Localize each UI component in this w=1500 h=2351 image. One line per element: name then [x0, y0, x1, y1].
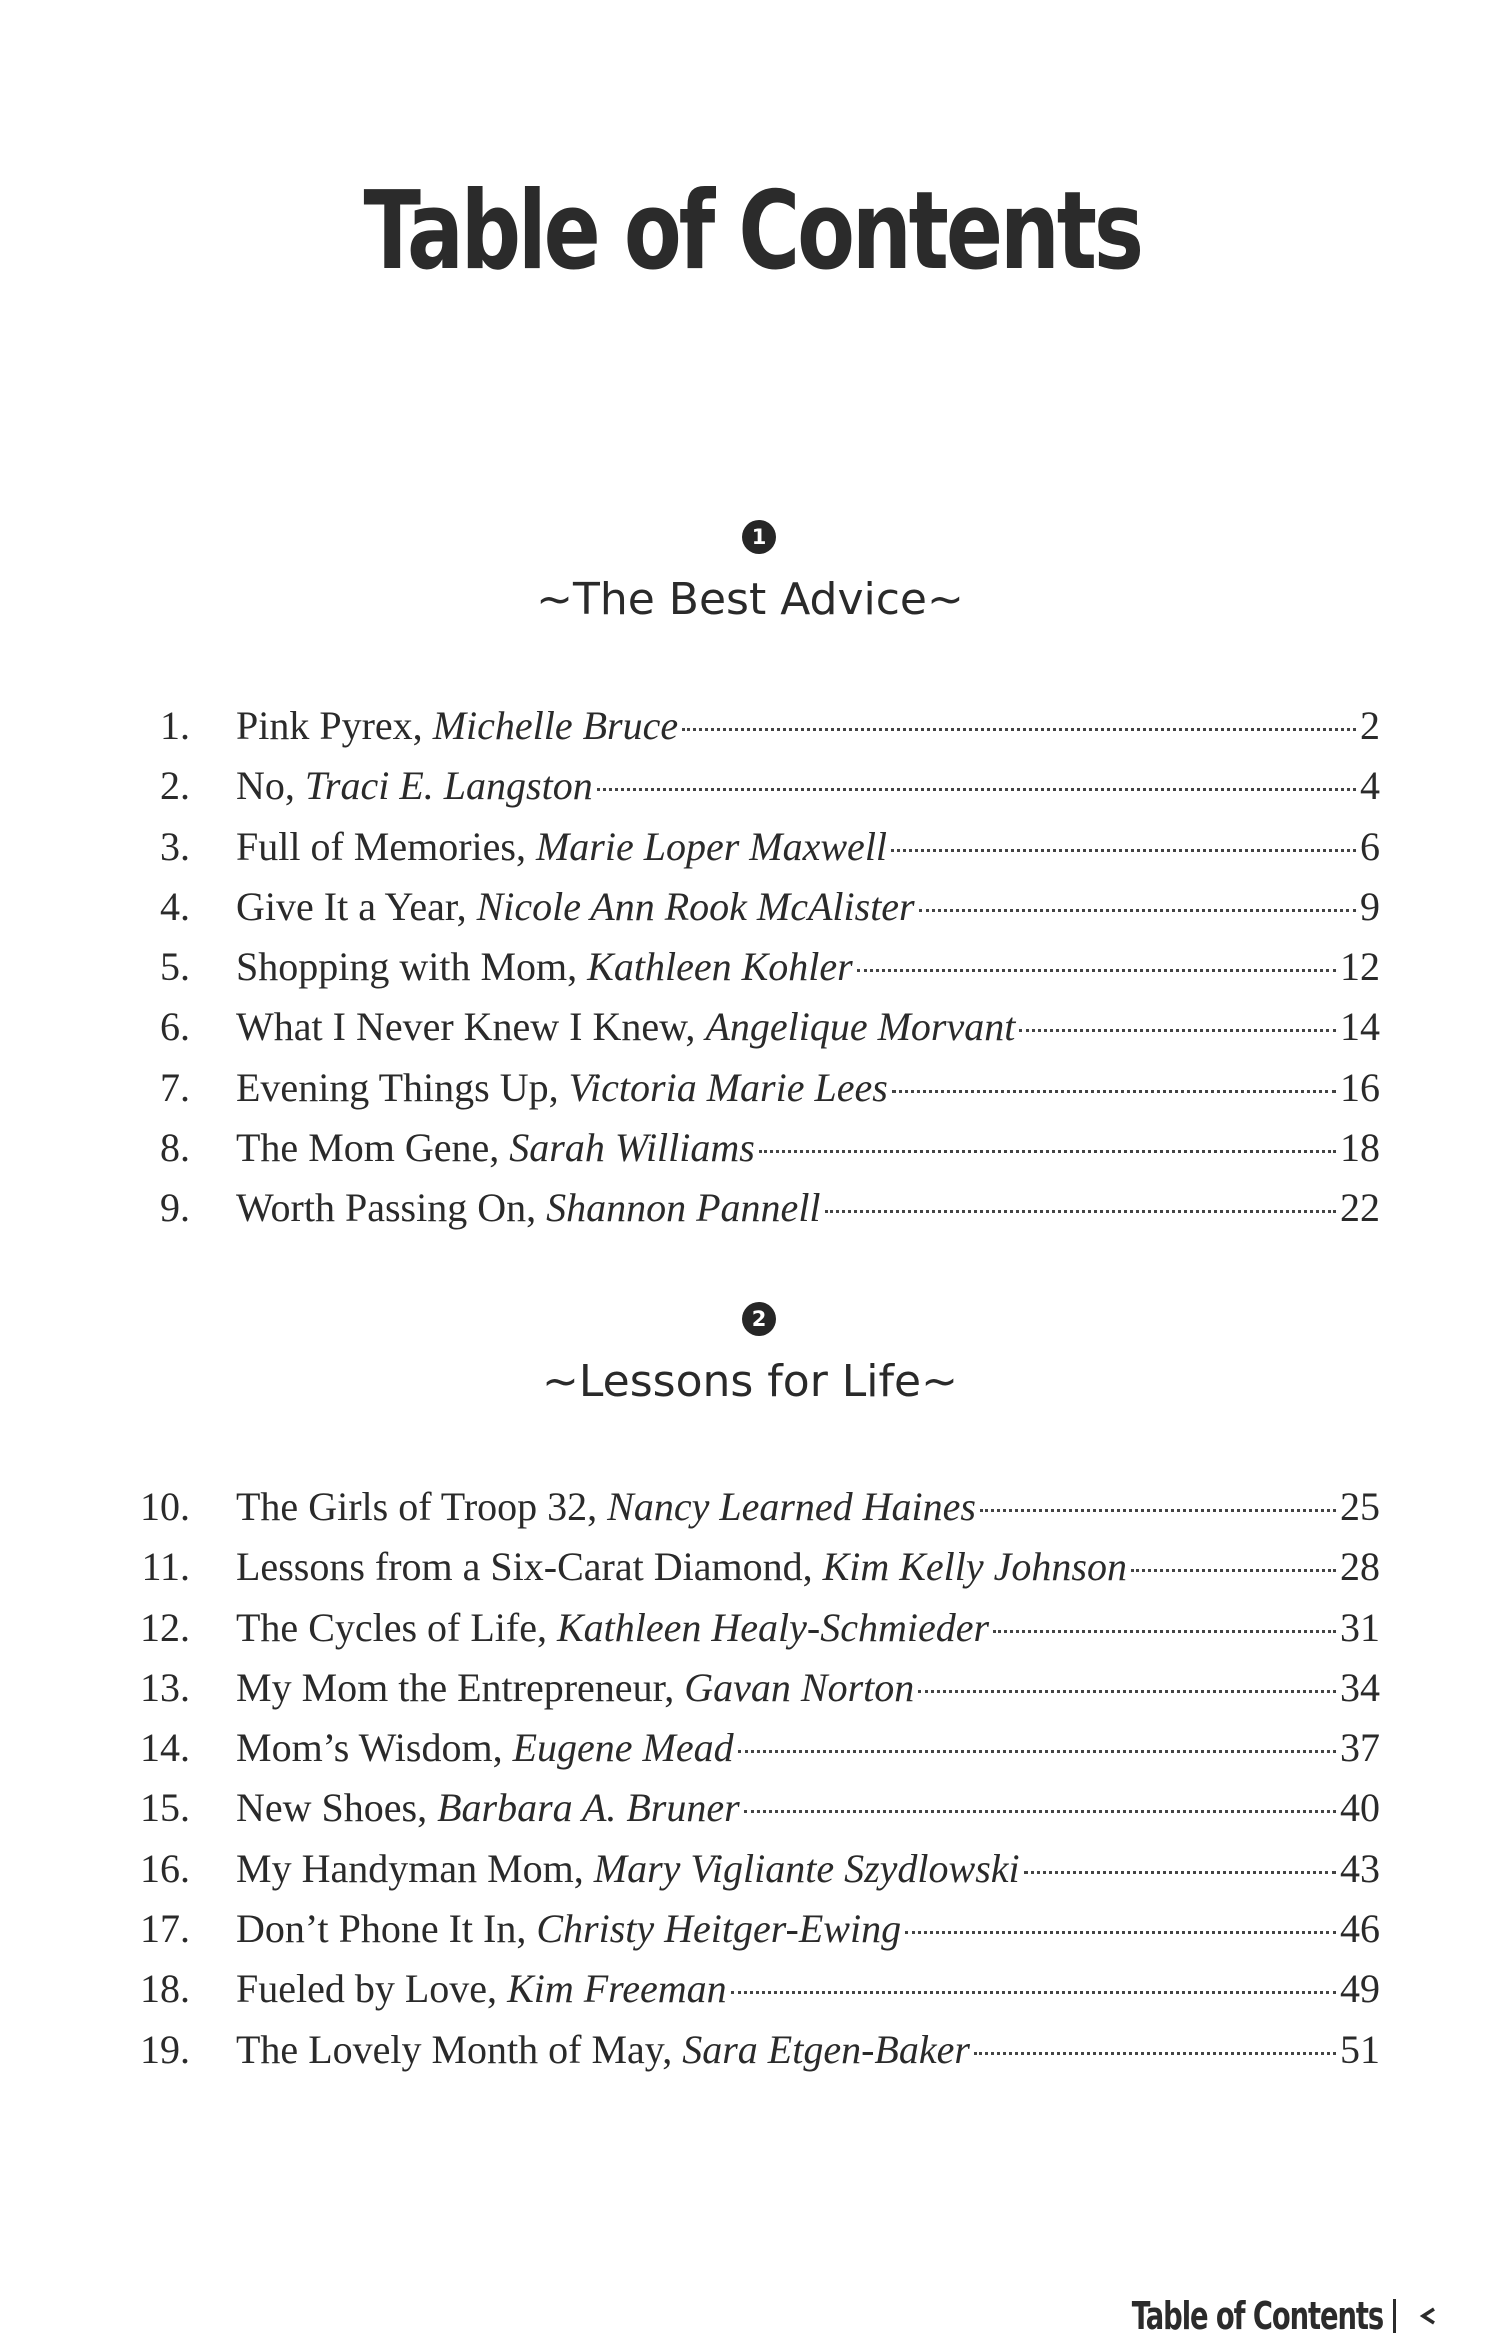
entry-number: 2. [160, 763, 190, 809]
dot-leader [919, 909, 1356, 912]
entry-number: 7. [160, 1064, 190, 1110]
page-number: 34 [1340, 1664, 1380, 1710]
story-author: Sarah Williams [509, 1125, 755, 1171]
toc-entry[interactable] [0, 1899, 1500, 1959]
story-author: Marie Loper Maxwell [535, 823, 888, 869]
dot-leader [1024, 1871, 1336, 1874]
story-title: Give It a Year, [236, 883, 467, 929]
story-title: Evening Things Up, [236, 1064, 559, 1110]
page-number: 6 [1360, 823, 1380, 869]
toc-entry[interactable] [0, 1537, 1500, 1597]
page-number: 9 [1360, 883, 1380, 929]
toc-entry[interactable] [0, 1178, 1500, 1238]
entry-number: 11. [141, 1544, 190, 1590]
section-title: ~The Best Advice~ [536, 574, 964, 625]
story-title: No, [236, 763, 295, 809]
dot-leader [857, 969, 1336, 972]
story-author: Angelique Morvant [705, 1004, 1016, 1050]
page-number: 28 [1340, 1544, 1380, 1590]
story-author: Victoria Marie Lees [568, 1064, 888, 1110]
entry-number: 13. [140, 1664, 190, 1710]
toc-entry[interactable] [0, 1658, 1500, 1718]
page-number: 18 [1340, 1125, 1380, 1171]
page-number: 4 [1360, 763, 1380, 809]
page-number: 12 [1340, 944, 1380, 990]
page-number: 37 [1340, 1725, 1380, 1771]
story-author: Mary Vigliante Szydlowski [593, 1845, 1020, 1891]
story-title: What I Never Knew I Knew, [236, 1004, 696, 1050]
dot-leader [1131, 1569, 1336, 1572]
page-number: 22 [1340, 1185, 1380, 1231]
entry-number: 16. [140, 1845, 190, 1891]
dot-leader [974, 2052, 1336, 2055]
story-title: Pink Pyrex, [236, 703, 423, 748]
entry-number: 15. [140, 1785, 190, 1831]
entry-number: 12. [140, 1604, 190, 1650]
section-number-badge: 2 [742, 1302, 776, 1336]
page-number: 25 [1340, 1484, 1380, 1529]
page-number: 14 [1340, 1004, 1380, 1050]
story-author: Barbara A. Bruner [437, 1785, 740, 1831]
story-author: Kathleen Healy-Schmieder [557, 1604, 990, 1650]
story-author: Kim Freeman [507, 1966, 727, 2012]
page-number: 43 [1340, 1845, 1380, 1891]
dot-leader [993, 1630, 1336, 1633]
dot-leader [825, 1210, 1336, 1213]
toc-entry[interactable] [0, 817, 1500, 877]
entry-number: 18. [140, 1966, 190, 2012]
footer-divider [1393, 2299, 1396, 2333]
toc-list [0, 1477, 1500, 2080]
story-author: Kim Kelly Johnson [822, 1544, 1127, 1590]
toc-entry[interactable] [0, 997, 1500, 1057]
entry-number: 4. [160, 883, 190, 929]
story-title: Fueled by Love, [236, 1966, 498, 2012]
page-number: 16 [1340, 1064, 1380, 1110]
story-title: The Lovely Month of May, [236, 2026, 673, 2072]
dot-leader [918, 1690, 1336, 1693]
page-number: 46 [1340, 1906, 1380, 1952]
entry-number: 8. [160, 1125, 190, 1171]
dot-leader [1019, 1029, 1336, 1032]
toc-entry[interactable] [0, 1959, 1500, 2019]
toc-entry[interactable] [0, 937, 1500, 997]
dot-leader [891, 849, 1356, 852]
story-author: Shannon Pannell [546, 1185, 821, 1231]
dot-leader [738, 1750, 1336, 1753]
story-title: Lessons from a Six-Carat Diamond, [236, 1544, 813, 1590]
story-author: Gavan Norton [684, 1664, 915, 1710]
toc-entry[interactable] [0, 1778, 1500, 1838]
entry-number: 14. [140, 1725, 190, 1771]
story-author: Michelle Bruce [432, 703, 679, 748]
page-number: 51 [1340, 2026, 1380, 2072]
section-title: ~Lessons for Life~ [542, 1356, 958, 1407]
toc-entry[interactable] [0, 2020, 1500, 2080]
toc-entry[interactable] [0, 1839, 1500, 1899]
section-number-badge: 1 [742, 520, 776, 554]
story-author: Nancy Learned Haines [607, 1484, 976, 1529]
toc-entry[interactable] [0, 1477, 1500, 1537]
dot-leader [597, 788, 1356, 791]
dot-leader [759, 1150, 1336, 1153]
footer-label: Table of Contents [1131, 2294, 1383, 2338]
page-number: 2 [1360, 703, 1380, 748]
story-title: The Girls of Troop 32, [236, 1484, 598, 1529]
story-author: Traci E. Langston [304, 763, 593, 809]
dot-leader [682, 728, 1356, 731]
story-author: Sara Etgen-Baker [682, 2026, 970, 2072]
page-number: 49 [1340, 1966, 1380, 2012]
entry-number: 10. [140, 1484, 190, 1529]
story-author: Christy Heitger-Ewing [536, 1906, 902, 1952]
dot-leader [744, 1810, 1336, 1813]
story-title: Don’t Phone It In, [236, 1906, 527, 1952]
toc-entry[interactable] [0, 756, 1500, 816]
toc-entry[interactable] [0, 696, 1500, 756]
story-title: Shopping with Mom, [236, 944, 578, 990]
toc-entry[interactable] [0, 877, 1500, 937]
story-title: New Shoes, [236, 1785, 428, 1831]
story-title: Full of Memories, [236, 823, 526, 869]
toc-entry[interactable] [0, 1598, 1500, 1658]
entry-number: 6. [160, 1004, 190, 1050]
dot-leader [980, 1509, 1336, 1512]
dot-leader [892, 1090, 1336, 1093]
story-author: Kathleen Kohler [587, 944, 853, 990]
page-title: Table of Contents [363, 169, 1141, 294]
story-title: The Mom Gene, [236, 1125, 500, 1171]
story-title: Mom’s Wisdom, [236, 1725, 503, 1771]
story-title: My Handyman Mom, [236, 1845, 584, 1891]
toc-entry[interactable] [0, 1058, 1500, 1118]
toc-list [0, 696, 1500, 1239]
entry-number: 19. [140, 2026, 190, 2072]
story-author: Eugene Mead [512, 1725, 734, 1771]
entry-number: 9. [160, 1185, 190, 1231]
story-author: Nicole Ann Rook McAlister [476, 883, 915, 929]
story-title: Worth Passing On, [236, 1185, 537, 1231]
toc-entry[interactable] [0, 1718, 1500, 1778]
story-title: My Mom the Entrepreneur, [236, 1664, 675, 1710]
entry-number: 3. [160, 823, 190, 869]
story-title: The Cycles of Life, [236, 1604, 547, 1650]
page-footer [1034, 2292, 1438, 2340]
page-number: 40 [1340, 1785, 1380, 1831]
toc-entry[interactable] [0, 1118, 1500, 1178]
entry-number: 17. [140, 1906, 190, 1952]
dot-leader [731, 1991, 1336, 1994]
page-number: 31 [1340, 1604, 1380, 1650]
chevron-left-icon [1418, 2306, 1438, 2326]
dot-leader [905, 1931, 1336, 1934]
entry-number: 1. [160, 703, 190, 748]
entry-number: 5. [160, 944, 190, 990]
